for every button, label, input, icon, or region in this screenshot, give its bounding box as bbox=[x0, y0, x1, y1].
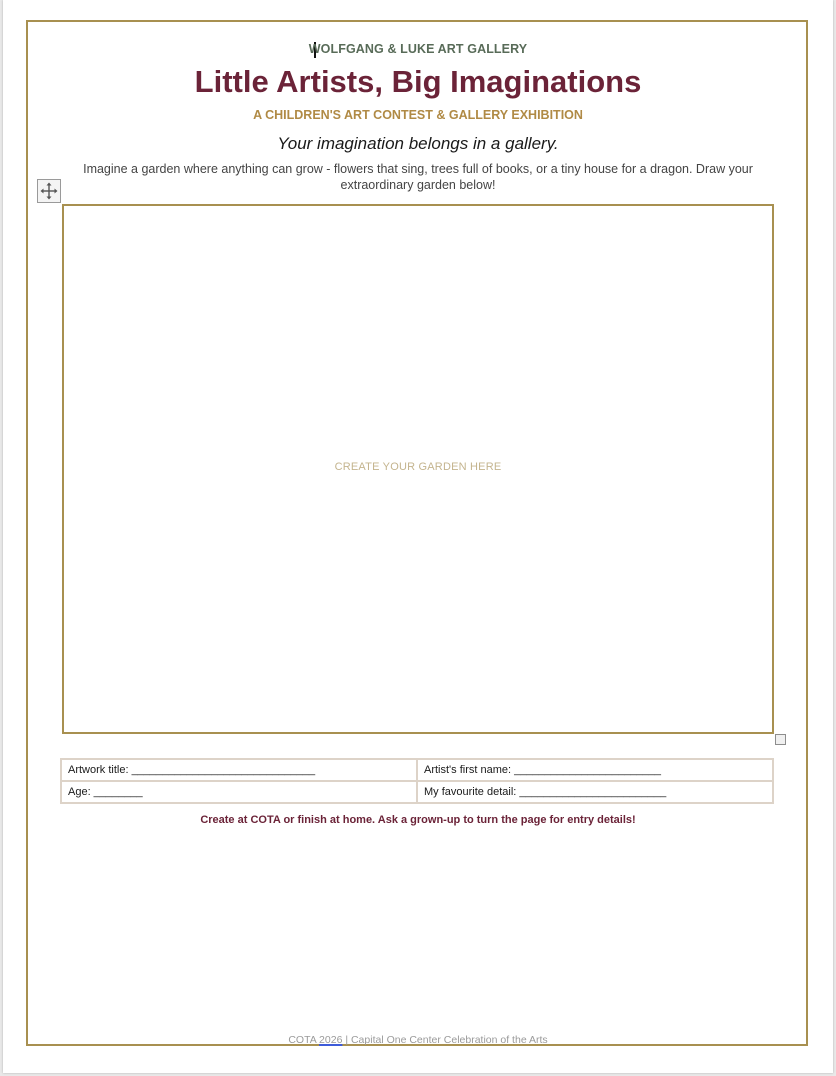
page-footer bbox=[3, 1034, 833, 1046]
entry-form-table bbox=[60, 758, 774, 804]
drawing-area-label: CREATE YOUR GARDEN HERE bbox=[334, 461, 502, 473]
page-title: Little Artists, Big Imaginations bbox=[194, 64, 642, 99]
page-subtitle: A CHILDREN'S ART CONTEST & GALLERY EXHIBITION bbox=[253, 108, 583, 122]
footer-year: 2026 bbox=[319, 1034, 343, 1046]
table-row bbox=[61, 781, 773, 803]
footer-prefix: COTA bbox=[288, 1034, 317, 1046]
call-to-action: Create at COTA or finish at home. Ask a grown-up to turn the page for entry details! bbox=[200, 814, 636, 826]
garden-drawing-area[interactable] bbox=[62, 204, 774, 734]
artwork-title-field[interactable]: Artwork title: ______________________________ bbox=[61, 759, 417, 781]
footer-suffix: | Capital One Center Celebration of the Arts bbox=[345, 1034, 548, 1046]
table-row bbox=[61, 759, 773, 781]
intro-text: Imagine a garden where anything can grow - flowers that sing, trees full of books, or a tiny house for a dragon. Draw your extraordinary garden below! bbox=[83, 162, 753, 192]
favourite-detail-field[interactable]: My favourite detail: ________________________ bbox=[417, 781, 773, 803]
age-field[interactable]: Age: ________ bbox=[61, 781, 417, 803]
resize-handle-icon[interactable] bbox=[775, 734, 786, 745]
gallery-name: WOLFGANG & LUKE ART GALLERY bbox=[308, 42, 528, 56]
tagline: Your imagination belongs in a gallery. bbox=[277, 134, 559, 153]
move-arrows-icon[interactable] bbox=[37, 179, 61, 203]
document-page bbox=[3, 0, 833, 1073]
artist-first-name-field[interactable]: Artist's first name: ________________________ bbox=[417, 759, 773, 781]
